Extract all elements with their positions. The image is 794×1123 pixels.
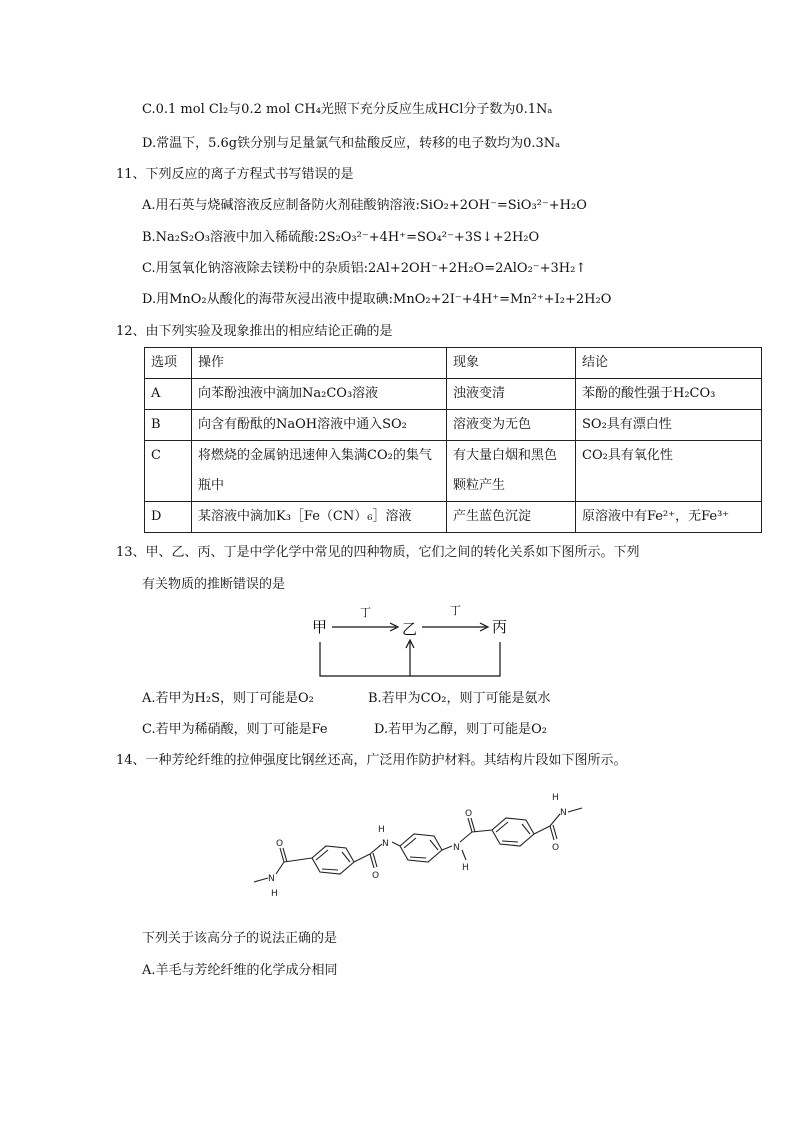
atom-h: H (378, 825, 385, 835)
question-13-stem-cont: 有关物质的推断错误的是 (142, 577, 286, 592)
table-cell: D (145, 502, 192, 533)
atom-n: N (382, 839, 389, 849)
atom-n: N (453, 843, 460, 853)
question-14-stem: 14、一种芳纶纤维的拉伸强度比钢丝还高，广泛用作防护材料。其结构片段如下图所示。 (116, 753, 627, 768)
label-ding-2: 丁 (450, 604, 461, 617)
q11-option-b: B.Na₂S₂O₃溶液中加入稀硫酸:2S₂O₃²⁻+4H⁺=SO₄²⁻+3S↓+2H₂O (142, 230, 540, 245)
experiment-table (144, 347, 762, 533)
table-header: 结论 (576, 348, 762, 379)
table-row (145, 441, 762, 502)
table-header: 现象 (447, 348, 576, 379)
table-cell: 苯酚的酸性强于H₂CO₃ (576, 379, 762, 410)
node-yi: 乙 (402, 620, 418, 638)
atom-o: O (552, 843, 560, 853)
table-row (145, 502, 762, 533)
atom-h: H (552, 793, 559, 803)
atom-h: H (462, 863, 469, 873)
q14-option-a: A.羊毛与芳纶纤维的化学成分相同 (142, 963, 338, 978)
atom-o: O (276, 839, 284, 849)
table-header-row (145, 348, 762, 379)
q11-option-a: A.用石英与烧碱溶液反应制备防火剂硅酸钠溶液:SiO₂+2OH⁻=SiO₃²⁻+H₂O (142, 198, 587, 213)
atom-o: O (465, 809, 473, 819)
atom-h: H (271, 889, 278, 899)
table-cell: SO₂具有漂白性 (576, 410, 762, 441)
table-cell: CO₂具有氧化性 (576, 441, 762, 502)
atom-n: N (560, 808, 567, 818)
question-12-stem: 12、由下列实验及现象推出的相应结论正确的是 (116, 324, 393, 339)
structure-atoms (268, 793, 567, 899)
table-cell: A (145, 379, 192, 410)
table-cell: 溶液变为无色 (447, 410, 576, 441)
table-row (145, 379, 762, 410)
q11-option-c: C.用氢氧化钠溶液除去镁粉中的杂质铝:2Al+2OH⁻+2H₂O=2AlO₂⁻+3H₂↑ (142, 261, 587, 276)
question-11-stem: 11、下列反应的离子方程式书写错误的是 (116, 167, 354, 182)
table-cell: 向含有酚酞的NaOH溶液中通入SO₂ (192, 410, 447, 441)
table-cell: 向苯酚浊液中滴加Na₂CO₃溶液 (192, 379, 447, 410)
atom-o: O (372, 871, 380, 881)
question-13-stem: 13、甲、乙、丙、丁是中学化学中常见的四种物质，它们之间的转化关系如下图所示。下列 (116, 545, 640, 560)
q13-option-b: B.若甲为CO₂，则丁可能是氨水 (368, 691, 551, 706)
q13-option-d: D.若甲为乙醇，则丁可能是O₂ (374, 722, 547, 737)
table-cell: C (145, 441, 192, 502)
q10-option-d: D.常温下，5.6g铁分别与足量氯气和盐酸反应，转移的电子数均为0.3Nₐ (142, 136, 561, 151)
q11-option-d: D.用MnO₂从酸化的海带灰浸出液中提取碘:MnO₂+2I⁻+4H⁺=Mn²⁺+I₂+2H₂O (142, 292, 612, 307)
table-header: 操作 (192, 348, 447, 379)
node-jia: 甲 (312, 618, 328, 636)
node-bing: 丙 (492, 618, 508, 636)
table-cell: 有大量白烟和黑色颗粒产生 (447, 441, 576, 502)
table-cell: B (145, 410, 192, 441)
table-cell: 产生蓝色沉淀 (447, 502, 576, 533)
label-ding-1: 丁 (360, 606, 371, 619)
q13-option-c: C.若甲为稀硝酸，则丁可能是Fe (142, 722, 328, 737)
table-cell: 某溶液中滴加K₃［Fe（CN）₆］溶液 (192, 502, 447, 533)
table-cell: 将燃烧的金属钠迅速伸入集满CO₂的集气瓶中 (192, 441, 447, 502)
atom-n: N (268, 874, 275, 884)
structure-bonds (254, 808, 582, 882)
table-header: 选项 (145, 348, 192, 379)
table-cell: 原溶液中有Fe²⁺，无Fe³⁺ (576, 502, 762, 533)
conversion-diagram (310, 600, 510, 680)
q10-option-c: C.0.1 mol Cl₂与0.2 mol CH₄光照下充分反应生成HCl分子数为0.1Nₐ (142, 102, 553, 117)
table-row (145, 410, 762, 441)
q14-question: 下列关于该高分子的说法正确的是 (142, 931, 338, 946)
table-cell: 浊液变清 (447, 379, 576, 410)
q13-option-a: A.若甲为H₂S，则丁可能是O₂ (142, 691, 314, 706)
aramid-structure (250, 790, 590, 910)
